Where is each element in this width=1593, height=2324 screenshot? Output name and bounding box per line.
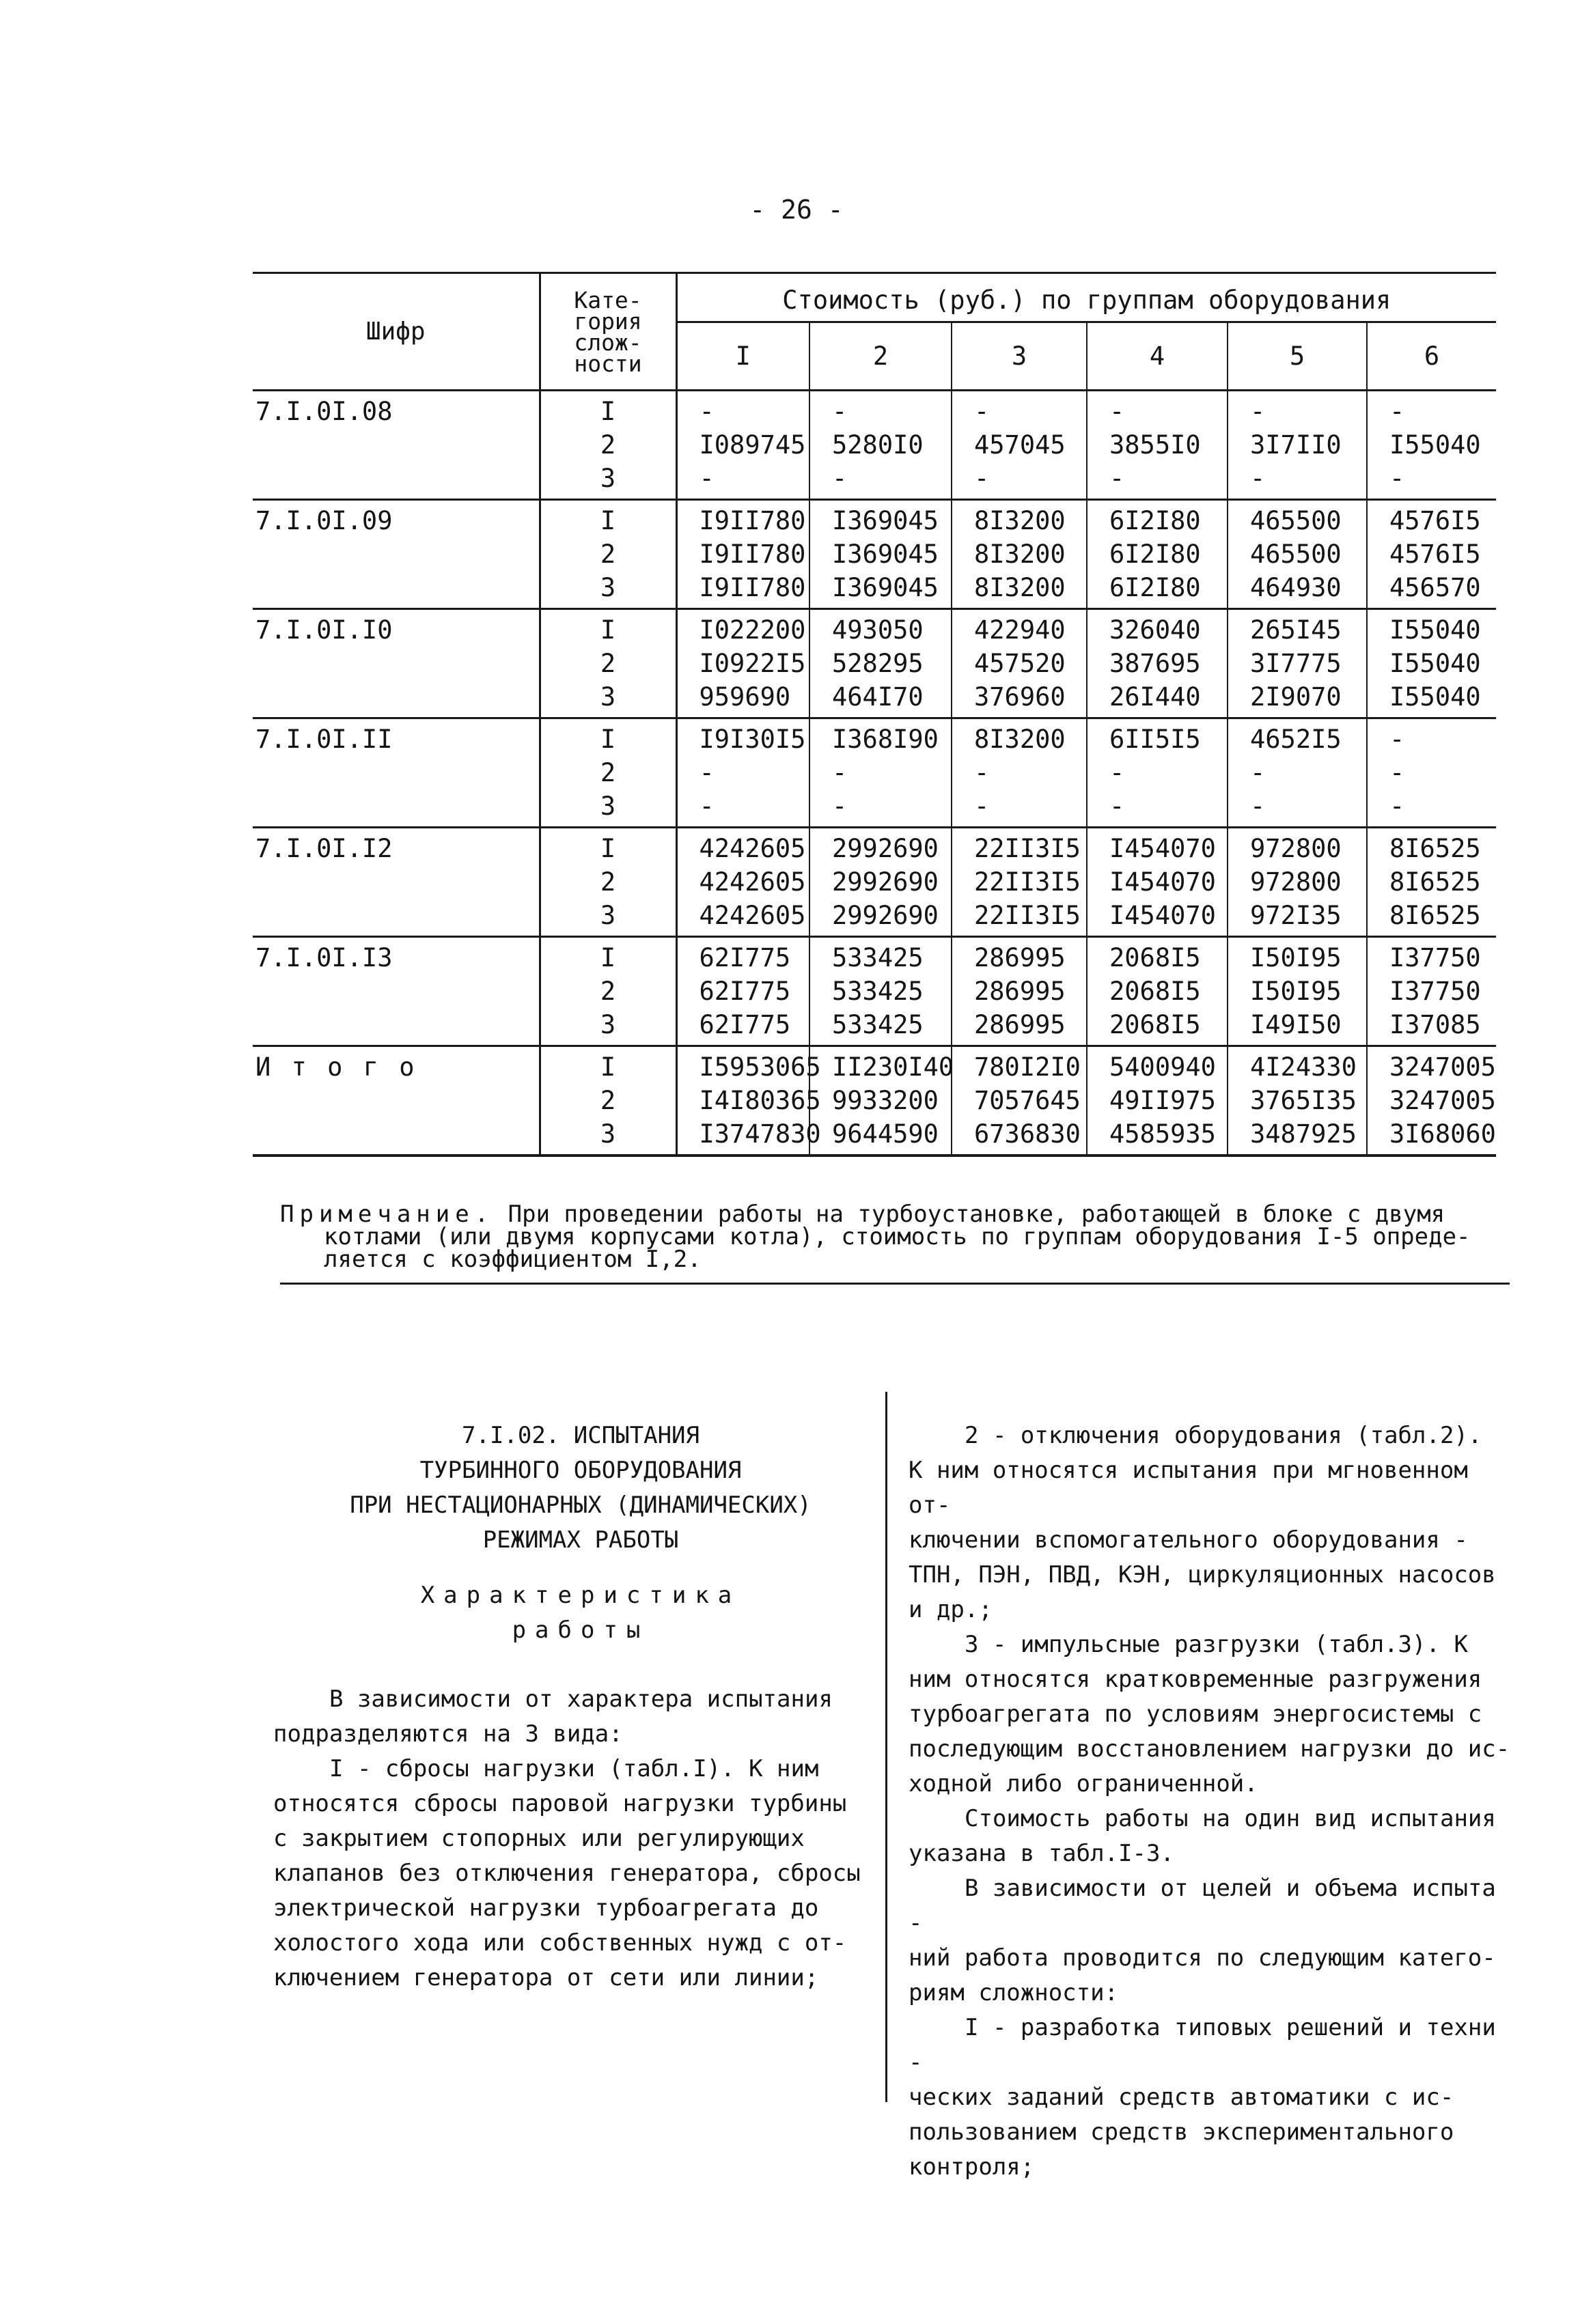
- category-header-line: гория: [574, 307, 642, 335]
- cost-cell-group-2: [809, 828, 952, 937]
- paragraph-line: I - разработка типовых решений и техни -: [909, 2014, 1496, 2076]
- cost-value: I37750: [1389, 943, 1481, 972]
- cost-value: 265I45: [1250, 615, 1342, 645]
- table-row: [253, 391, 1496, 500]
- cost-value: 2068I5: [1109, 1010, 1201, 1039]
- category-value: 2: [600, 758, 616, 787]
- cost-value: -: [974, 758, 990, 787]
- cost-value: 26I440: [1109, 682, 1201, 712]
- cost-value: 422940: [974, 615, 1066, 645]
- cost-value: I369045: [832, 573, 939, 602]
- cost-value: 533425: [832, 977, 924, 1006]
- cost-value: 5400940: [1109, 1052, 1216, 1082]
- column-divider: [885, 1392, 887, 2102]
- cost-value: 4585935: [1109, 1119, 1216, 1149]
- cost-cell-group-4: [1087, 937, 1228, 1046]
- cost-value: 8I3200: [974, 725, 1066, 754]
- cost-value: -: [1389, 725, 1405, 754]
- cost-value: -: [832, 464, 848, 493]
- cost-value: 9644590: [832, 1119, 939, 1149]
- paragraph-line: 2 - отключения оборудования (табл.2).: [965, 1422, 1482, 1449]
- category-value: I: [600, 506, 616, 535]
- cost-value: -: [1389, 464, 1405, 493]
- category-value: I: [600, 615, 616, 645]
- table-body: [253, 391, 1496, 1156]
- cost-value: I5953065: [699, 1052, 821, 1082]
- cost-cell-group-6: [1367, 609, 1496, 718]
- category-header-line: Кате-: [574, 286, 642, 313]
- cost-cell-group-1: [676, 828, 809, 937]
- cost-value: I55040: [1389, 615, 1481, 645]
- cost-value: 972800: [1250, 867, 1342, 897]
- paragraph: [909, 2011, 1523, 2185]
- cost-cell-group-6: [1367, 391, 1496, 500]
- cost-value: 62I775: [699, 977, 791, 1006]
- section-heading: [301, 1418, 861, 1558]
- cost-cell-group-1: [676, 1046, 821, 1156]
- note-line: ляется с коэффициентом I,2.: [324, 1246, 702, 1273]
- paragraph-line: 3 - импульсные разгрузки (табл.3). К: [965, 1631, 1468, 1658]
- cost-cell-group-4: [1087, 828, 1228, 937]
- category-cell: [540, 500, 676, 609]
- paragraph: [909, 1627, 1523, 1802]
- paragraph-line: указана в табл.I-3.: [909, 1840, 1174, 1867]
- cost-value: 465500: [1250, 540, 1342, 569]
- cost-value: I37085: [1389, 1010, 1481, 1039]
- cost-cell-group-3: [952, 828, 1087, 937]
- paragraph-line: контроля;: [909, 2153, 1035, 2181]
- left-column: [273, 1418, 861, 1996]
- cost-value: 972800: [1250, 834, 1342, 863]
- cost-value: 22II3I5: [974, 901, 1081, 930]
- right-column: [909, 1418, 1523, 2185]
- category-value: 3: [600, 901, 616, 930]
- cost-cell-group-6: [1367, 828, 1496, 937]
- cost-value: -: [1109, 792, 1125, 821]
- cost-value: 465500: [1250, 506, 1342, 535]
- cost-value: -: [1109, 758, 1125, 787]
- cost-value: I55040: [1389, 430, 1481, 460]
- cost-value: 286995: [974, 1010, 1066, 1039]
- cost-cell-group-4: [1087, 718, 1228, 828]
- cost-value: 3I7775: [1250, 649, 1342, 678]
- cost-value: 4242605: [699, 901, 806, 930]
- paragraph-line: Стоимость работы на один вид испытания: [965, 1805, 1496, 1832]
- cost-cell-group-1: [676, 500, 809, 609]
- cost-cell-group-5: [1228, 391, 1367, 500]
- cost-value: 286995: [974, 943, 1066, 972]
- cost-table-wrapper: [253, 272, 1496, 1157]
- cost-value: -: [974, 792, 990, 821]
- category-cell: [540, 1046, 676, 1156]
- table-row: [253, 500, 1496, 609]
- category-value: 3: [600, 464, 616, 493]
- cost-value: 2I9070: [1250, 682, 1342, 712]
- cipher-cell: 7.I.0I.I3: [253, 937, 540, 1046]
- cost-value: -: [1250, 758, 1266, 787]
- cost-cell-group-5: [1228, 500, 1367, 609]
- left-paragraphs: [273, 1682, 861, 1996]
- paragraph: [273, 1752, 861, 1996]
- cost-value: -: [1250, 792, 1266, 821]
- paragraph: [909, 1871, 1523, 2011]
- cost-cell-group-5: [1228, 1046, 1367, 1156]
- cost-value: I49I50: [1250, 1010, 1342, 1039]
- cost-value: 8I3200: [974, 573, 1066, 602]
- cost-value: -: [699, 792, 715, 821]
- category-value: 2: [600, 977, 616, 1006]
- characteristics-heading-line: работы: [512, 1616, 650, 1644]
- cost-value: 4652I5: [1250, 725, 1342, 754]
- cost-value: I454070: [1109, 834, 1216, 863]
- cost-value: 464I70: [832, 682, 924, 712]
- paragraph-line: К ним относятся испытания при мгновенном от-: [909, 1457, 1468, 1519]
- paragraph-line: ходной либо ограниченной.: [909, 1770, 1258, 1797]
- cost-value: 6I2I80: [1109, 506, 1201, 535]
- cost-cell-group-4: [1087, 391, 1228, 500]
- cost-cell-group-1: [676, 609, 809, 718]
- groups-header: Стоимость (руб.) по группам оборудования: [676, 273, 1496, 322]
- paragraph: [909, 1418, 1523, 1627]
- cost-value: -: [1109, 397, 1125, 426]
- cost-value: -: [974, 397, 990, 426]
- cost-value: 8I6525: [1389, 834, 1481, 863]
- cost-value: 2992690: [832, 834, 939, 863]
- section-heading-line: ПРИ НЕСТАЦИОНАРНЫХ (ДИНАМИЧЕСКИХ): [350, 1492, 812, 1519]
- cost-value: 3487925: [1250, 1119, 1357, 1149]
- cost-value: 62I775: [699, 943, 791, 972]
- cost-value: 22II3I5: [974, 834, 1081, 863]
- cost-value: 376960: [974, 682, 1066, 712]
- cost-value: 9933200: [832, 1086, 939, 1115]
- paragraph-line: ческих заданий средств автоматики с ис-: [909, 2084, 1454, 2111]
- cost-value: -: [832, 758, 848, 787]
- note-divider: [280, 1283, 1510, 1285]
- section-heading-line: ТУРБИННОГО ОБОРУДОВАНИЯ: [419, 1457, 742, 1484]
- category-value: 3: [600, 573, 616, 602]
- category-value: 2: [600, 540, 616, 569]
- cost-value: 3855I0: [1109, 430, 1201, 460]
- cost-cell-group-5: [1228, 937, 1367, 1046]
- page-number: - 26 -: [749, 195, 844, 225]
- cost-value: I089745: [699, 430, 806, 460]
- cost-value: I0922I5: [699, 649, 806, 678]
- paragraph-line: В зависимости от целей и объема испыта -: [909, 1875, 1496, 1937]
- cipher-cell: И т о г о: [253, 1046, 540, 1156]
- category-value: I: [600, 943, 616, 972]
- cost-value: 533425: [832, 943, 924, 972]
- cost-cell-group-3: [952, 500, 1087, 609]
- cost-value: I454070: [1109, 901, 1216, 930]
- cost-cell-group-5: [1228, 828, 1367, 937]
- cost-cell-group-6: [1367, 1046, 1496, 1156]
- cost-value: 3247005: [1389, 1086, 1496, 1115]
- category-header-line: слож-: [574, 328, 642, 356]
- category-value: 2: [600, 649, 616, 678]
- category-value: 2: [600, 430, 616, 460]
- cost-value: -: [1250, 464, 1266, 493]
- category-value: 2: [600, 867, 616, 897]
- category-cell: [540, 609, 676, 718]
- category-cell: [540, 828, 676, 937]
- note-line: котлами (или двумя корпусами котла), стоимость по группам оборудования I-5 опреде-: [324, 1223, 1471, 1250]
- cost-value: 3765I35: [1250, 1086, 1357, 1115]
- cost-value: -: [1389, 397, 1405, 426]
- cost-value: I55040: [1389, 649, 1481, 678]
- cost-value: 464930: [1250, 573, 1342, 602]
- cost-value: 286995: [974, 977, 1066, 1006]
- cost-value: 4242605: [699, 867, 806, 897]
- cost-value: I9I30I5: [699, 725, 806, 754]
- cost-value: 6I2I80: [1109, 540, 1201, 569]
- cipher-header: Шифр: [253, 273, 540, 391]
- category-value: I: [600, 725, 616, 754]
- cost-value: 4576I5: [1389, 506, 1481, 535]
- cost-cell-group-2: [809, 718, 952, 828]
- cost-value: 326040: [1109, 615, 1201, 645]
- paragraph-line: с закрытием стопорных или регулирующих: [273, 1825, 805, 1852]
- cost-value: 457045: [974, 430, 1066, 460]
- cost-value: -: [1389, 792, 1405, 821]
- category-value: 2: [600, 1086, 616, 1115]
- cost-value: II230I40: [832, 1052, 954, 1082]
- cost-value: 4576I5: [1389, 540, 1481, 569]
- cost-value: -: [1389, 758, 1405, 787]
- cost-value: 2992690: [832, 901, 939, 930]
- cost-value: 8I6525: [1389, 867, 1481, 897]
- cost-value: 959690: [699, 682, 791, 712]
- cost-value: 4I24330: [1250, 1052, 1357, 1082]
- cost-value: 972I35: [1250, 901, 1342, 930]
- cipher-cell: 7.I.0I.08: [253, 391, 540, 500]
- cost-cell-group-4: [1087, 609, 1228, 718]
- cost-cell-group-1: [676, 391, 809, 500]
- cost-value: I9II780: [699, 506, 806, 535]
- cost-value: I3747830: [699, 1119, 821, 1149]
- cost-value: -: [699, 758, 715, 787]
- cost-cell-group-2: [809, 937, 952, 1046]
- table-row: [253, 609, 1496, 718]
- cost-value: 8I3200: [974, 540, 1066, 569]
- paragraph-line: последующим восстановлением нагрузки до ис-: [909, 1735, 1510, 1763]
- paragraph-line: подразделяются на 3 вида:: [273, 1720, 623, 1748]
- group-number-header: 2: [809, 322, 952, 391]
- cost-value: 8I6525: [1389, 901, 1481, 930]
- cost-value: -: [1250, 397, 1266, 426]
- cost-cell-group-1: [676, 718, 809, 828]
- cost-cell-group-2: [809, 1046, 952, 1156]
- paragraph-line: относятся сбросы паровой нагрузки турбины: [273, 1790, 847, 1817]
- cost-value: 2068I5: [1109, 943, 1201, 972]
- category-value: 3: [600, 1119, 616, 1149]
- table-row: [253, 718, 1496, 828]
- cost-value: -: [974, 464, 990, 493]
- cost-cell-group-6: [1367, 718, 1496, 828]
- cost-cell-group-3: [952, 609, 1087, 718]
- cost-cell-group-6: [1367, 500, 1496, 609]
- table-note: [280, 1203, 1510, 1271]
- cost-value: -: [1109, 464, 1125, 493]
- cost-value: I9II780: [699, 540, 806, 569]
- group-number-header: 3: [952, 322, 1087, 391]
- paragraph-line: ТПН, ПЭН, ПВД, КЭН, циркуляционных насосов: [909, 1561, 1496, 1588]
- cost-value: 3I68060: [1389, 1119, 1496, 1149]
- cost-value: I37750: [1389, 977, 1481, 1006]
- group-number-header: 5: [1228, 322, 1367, 391]
- cost-value: 49II975: [1109, 1086, 1216, 1115]
- paragraph-line: холостого хода или собственных нужд с от-: [273, 1929, 847, 1957]
- cost-cell-group-5: [1228, 609, 1367, 718]
- cost-value: I369045: [832, 540, 939, 569]
- category-value: I: [600, 397, 616, 426]
- group-number-header: I: [676, 322, 809, 391]
- cost-value: 456570: [1389, 573, 1481, 602]
- cost-value: 457520: [974, 649, 1066, 678]
- cost-value: 387695: [1109, 649, 1201, 678]
- cost-value: I50I95: [1250, 977, 1342, 1006]
- cost-cell-group-3: [952, 1046, 1087, 1156]
- cost-table: [253, 272, 1496, 1157]
- cipher-cell: 7.I.0I.09: [253, 500, 540, 609]
- table-row: [253, 828, 1496, 937]
- cipher-cell: 7.I.0I.I2: [253, 828, 540, 937]
- cost-value: I454070: [1109, 867, 1216, 897]
- cost-value: I368I90: [832, 725, 939, 754]
- category-cell: [540, 391, 676, 500]
- cost-cell-group-3: [952, 937, 1087, 1046]
- group-number-header: 4: [1087, 322, 1228, 391]
- cost-value: I4I80365: [699, 1086, 821, 1115]
- cost-value: 6I2I80: [1109, 573, 1201, 602]
- cost-value: 493050: [832, 615, 924, 645]
- right-paragraphs: [909, 1418, 1523, 2185]
- cost-value: -: [699, 397, 715, 426]
- paragraph-line: I - сбросы нагрузки (табл.I). К ним: [329, 1755, 819, 1782]
- cost-value: -: [699, 464, 715, 493]
- note-lead: Примечание.: [280, 1201, 495, 1228]
- cost-cell-group-2: [809, 500, 952, 609]
- table-row: [253, 937, 1496, 1046]
- characteristics-heading: [301, 1578, 861, 1648]
- paragraph-line: пользованием средств экспериментального: [909, 2118, 1454, 2146]
- cost-cell-group-1: [676, 937, 809, 1046]
- cipher-cell: 7.I.0I.I0: [253, 609, 540, 718]
- cost-value: -: [832, 792, 848, 821]
- paragraph-line: клапанов без отключения генератора, сбросы: [273, 1860, 861, 1887]
- table-row: [253, 1046, 1496, 1156]
- cipher-cell: 7.I.0I.II: [253, 718, 540, 828]
- cost-cell-group-3: [952, 718, 1087, 828]
- category-cell: [540, 937, 676, 1046]
- cost-value: I55040: [1389, 682, 1481, 712]
- paragraph-line: ключением генератора от сети или линии;: [273, 1964, 819, 1991]
- cost-value: 4242605: [699, 834, 806, 863]
- cost-value: I9II780: [699, 573, 806, 602]
- paragraph: [273, 1682, 861, 1752]
- cost-cell-group-6: [1367, 937, 1496, 1046]
- cost-value: I022200: [699, 615, 806, 645]
- paragraph-line: электрической нагрузки турбоагрегата до: [273, 1894, 819, 1922]
- cost-value: 3I7II0: [1250, 430, 1342, 460]
- section-heading-line: РЕЖИМАХ РАБОТЫ: [482, 1526, 679, 1554]
- category-value: 3: [600, 1010, 616, 1039]
- group-number-header: 6: [1367, 322, 1496, 391]
- paragraph-line: В зависимости от характера испытания: [329, 1685, 833, 1713]
- cost-value: 533425: [832, 1010, 924, 1039]
- cost-cell-group-2: [809, 609, 952, 718]
- cost-value: -: [832, 397, 848, 426]
- cost-value: 2068I5: [1109, 977, 1201, 1006]
- cost-value: 3247005: [1389, 1052, 1496, 1082]
- cost-value: 528295: [832, 649, 924, 678]
- cost-value: 22II3I5: [974, 867, 1081, 897]
- paragraph-line: ним относятся кратковременные разгружения: [909, 1666, 1482, 1693]
- cost-cell-group-2: [809, 391, 952, 500]
- section-heading-line: 7.I.02. ИСПЫТАНИЯ: [462, 1422, 699, 1449]
- cost-cell-group-3: [952, 391, 1087, 500]
- note-line: При проведении работы на турбоустановке, работающей в блоке с двумя: [508, 1201, 1445, 1228]
- paragraph: [909, 1802, 1523, 1871]
- cost-value: 6II5I5: [1109, 725, 1201, 754]
- cost-value: 62I775: [699, 1010, 791, 1039]
- category-value: I: [600, 1052, 616, 1082]
- category-cell: [540, 718, 676, 828]
- cost-value: 2992690: [832, 867, 939, 897]
- characteristics-heading-line: Характеристика: [420, 1582, 741, 1609]
- cost-value: I369045: [832, 506, 939, 535]
- paragraph-line: турбоагрегата по условиям энергосистемы с: [909, 1700, 1482, 1728]
- cost-value: 5280I0: [832, 430, 924, 460]
- cost-value: I50I95: [1250, 943, 1342, 972]
- paragraph-line: риям сложности:: [909, 1979, 1119, 2006]
- cost-value: 6736830: [974, 1119, 1081, 1149]
- category-value: 3: [600, 792, 616, 821]
- cost-value: 780I2I0: [974, 1052, 1081, 1082]
- category-value: 3: [600, 682, 616, 712]
- cost-value: 7057645: [974, 1086, 1081, 1115]
- paragraph-line: ний работа проводится по следующим катего-: [909, 1944, 1496, 1972]
- cost-cell-group-4: [1087, 1046, 1228, 1156]
- cost-cell-group-4: [1087, 500, 1228, 609]
- cost-value: 8I3200: [974, 506, 1066, 535]
- category-header: [540, 273, 676, 391]
- category-value: I: [600, 834, 616, 863]
- category-header-line: ности: [574, 350, 642, 377]
- paragraph-line: ключении вспомогательного оборудования -: [909, 1526, 1468, 1554]
- paragraph-line: и др.;: [909, 1596, 993, 1623]
- cost-cell-group-5: [1228, 718, 1367, 828]
